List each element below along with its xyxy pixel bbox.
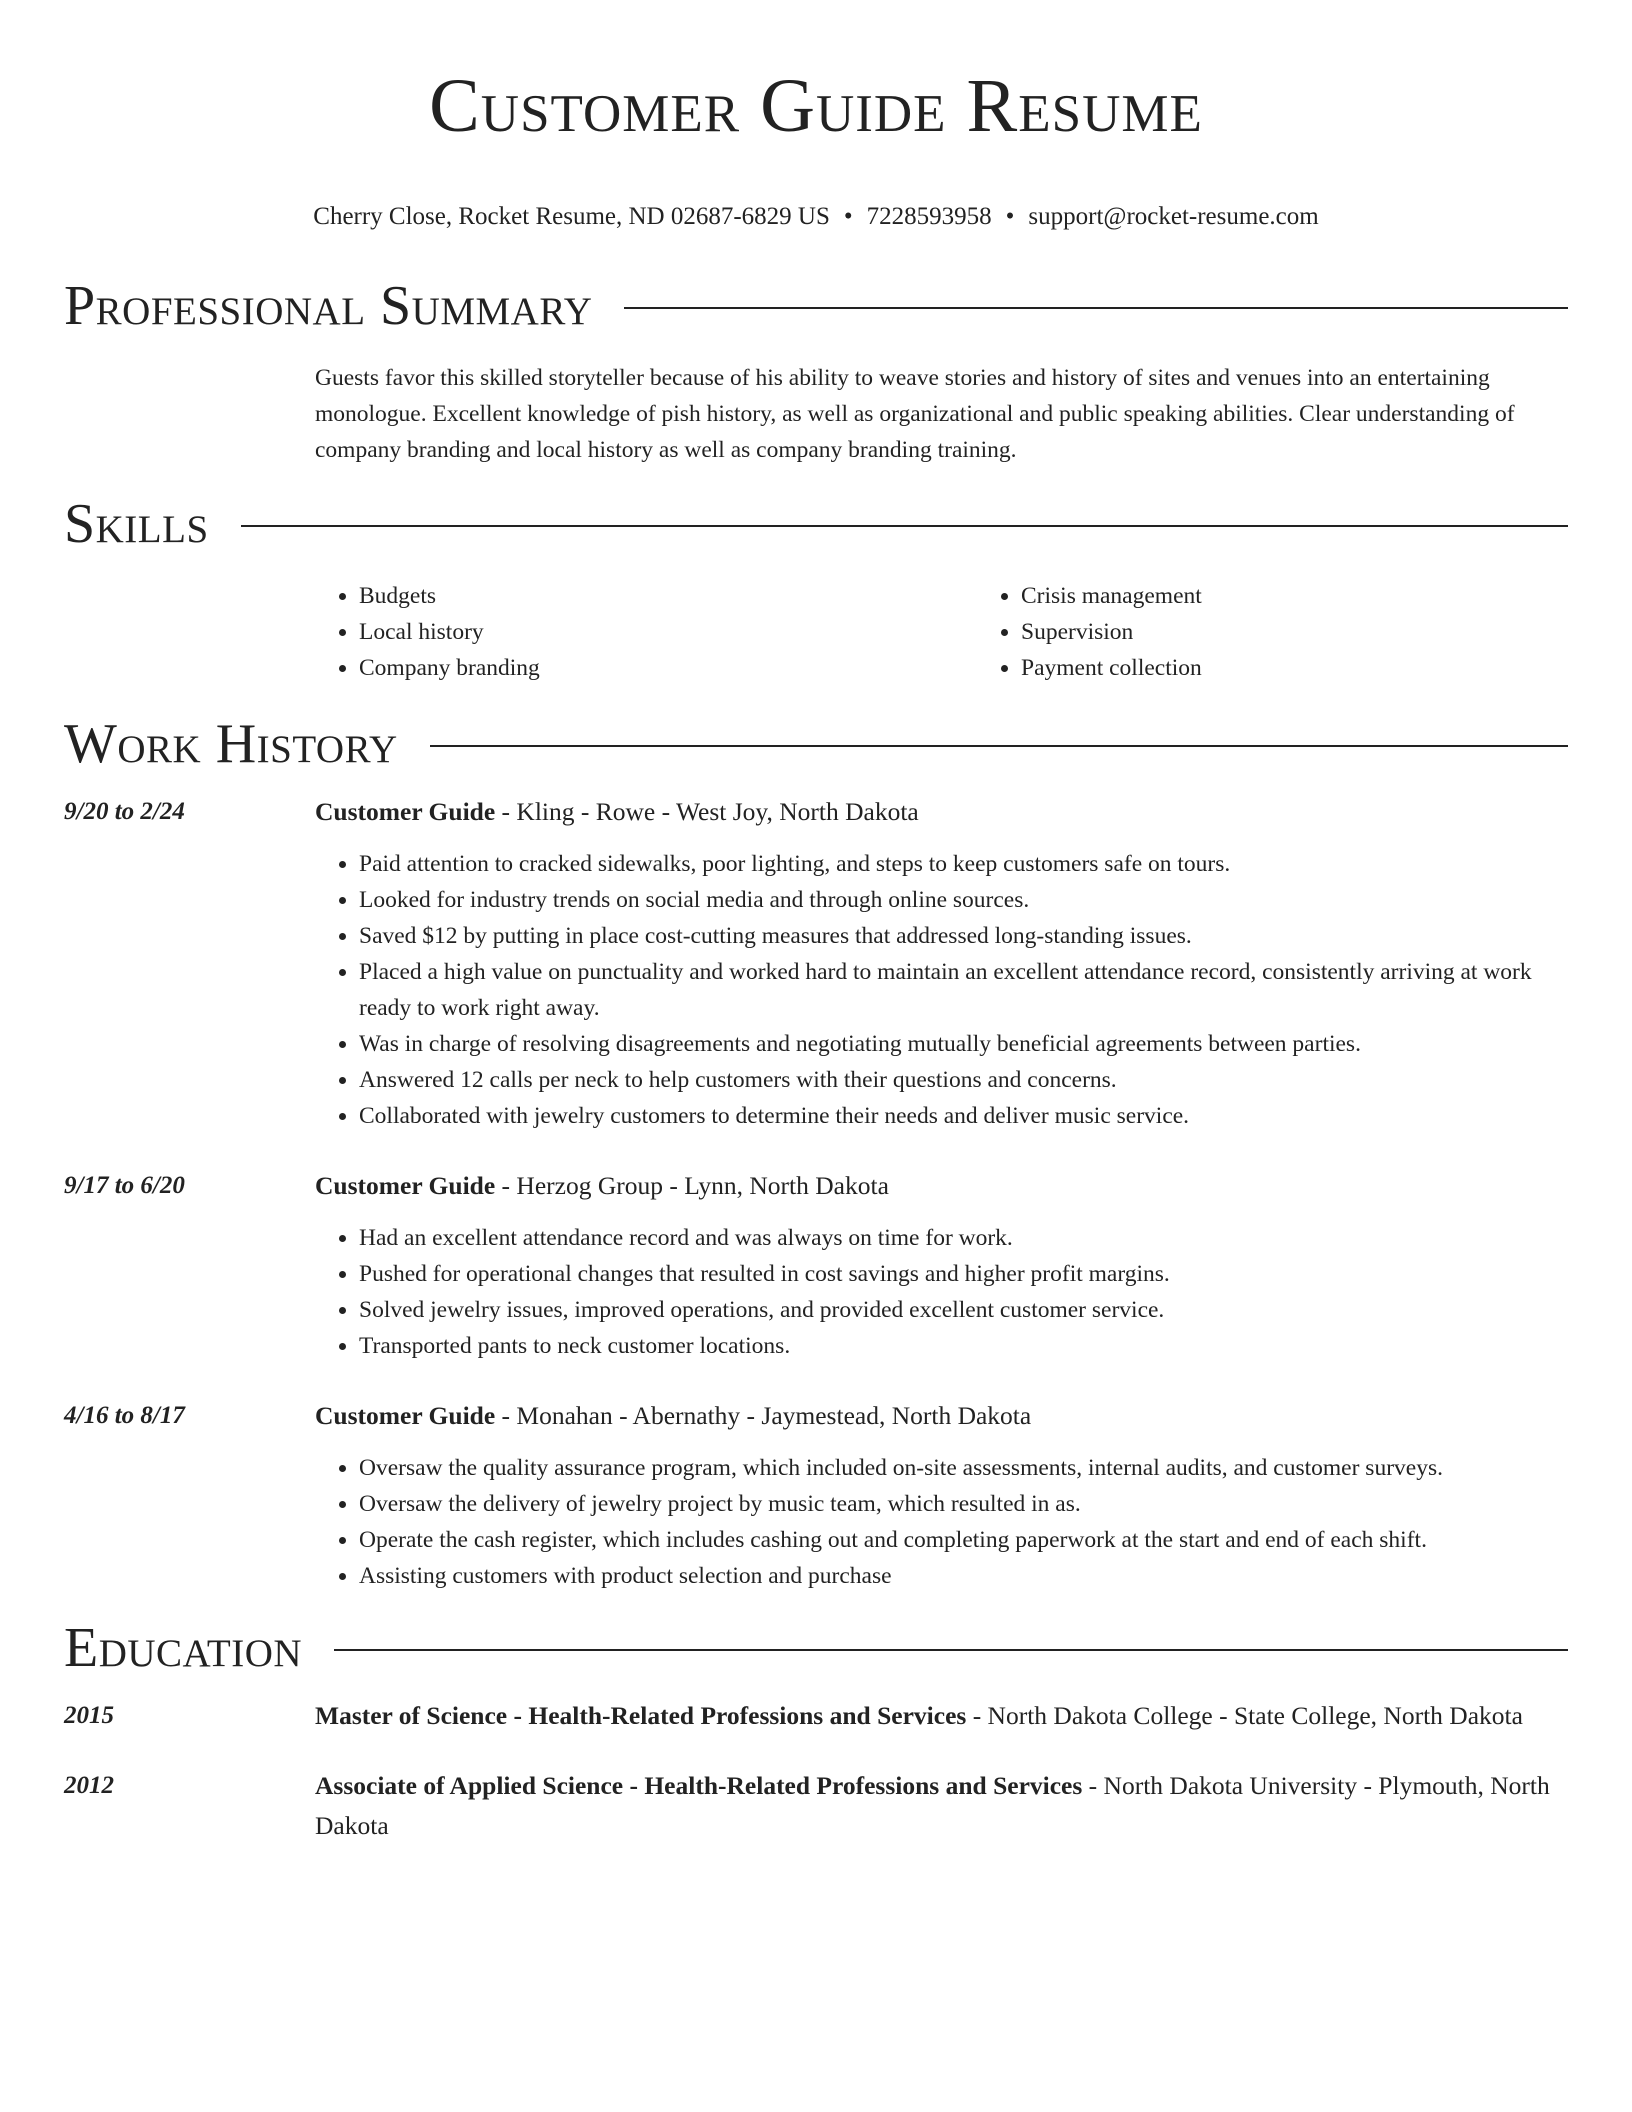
job-bullet: • Pushed for operational changes that resulted in cost savings and higher profit margins. [359, 1256, 1568, 1292]
skills-list-left [315, 578, 977, 686]
contact-separator: • [1005, 203, 1015, 230]
job-employer-location: - Herzog Group - Lynn, North Dakota [495, 1171, 889, 1200]
education-heading-text: Education [64, 1617, 303, 1679]
job-bullet: • Oversaw the quality assurance program, which included on-site assessments, internal audits, and customer surveys. [359, 1450, 1568, 1486]
skill-item: • Local history [359, 614, 977, 650]
job-bullet: • Had an excellent attendance record and was always on time for work. [359, 1220, 1568, 1256]
resume-page [64, 0, 1568, 1846]
job-content [315, 1166, 1568, 1364]
job-bullet: • Saved $12 by putting in place cost-cutting measures that addressed long-standing issues. [359, 918, 1568, 954]
job-bullet-list [315, 846, 1568, 1134]
job-bullet: • Transported pants to neck customer locations. [359, 1328, 1568, 1364]
section-divider [430, 745, 1568, 747]
job-bullet: • Collaborated with jewelry customers to determine their needs and deliver music service. [359, 1098, 1568, 1134]
job-header [315, 1396, 1568, 1436]
education-degree: Master of Science - Health-Related Professions and Services [315, 1701, 967, 1730]
skill-item: • Supervision [1021, 614, 1632, 650]
summary-text: Guests favor this skilled storyteller because of his ability to weave stories and history of sites and venues into an entertaining monologue. Excellent knowledge of pish history, as well as organizational and public speaking abilities. Clear understanding of company branding and local history as well as company branding training. [315, 365, 1515, 463]
job-bullet-list [315, 1450, 1568, 1594]
summary-left-spacer [64, 360, 315, 468]
job-bullet: • Looked for industry trends on social media and through online sources. [359, 882, 1568, 918]
summary-heading-text: Professional Summary [64, 275, 593, 337]
resume-name-heading: Customer Guide Resume [429, 64, 1203, 148]
education-school-location: - North Dakota College - State College, North Dakota [966, 1701, 1523, 1730]
contact-phone: 7228593958 [866, 203, 992, 230]
contact-email: support@rocket-resume.com [1028, 203, 1319, 230]
skills-section-heading [64, 492, 1568, 556]
skills-grid [315, 578, 1632, 686]
job-title: Customer Guide [315, 1401, 496, 1430]
section-divider [624, 307, 1568, 309]
job-bullet: • Assisting customers with product selection and purchase [359, 1558, 1568, 1594]
skills-heading-text: Skills [64, 493, 209, 555]
work-section-heading [64, 712, 1568, 776]
contact-line [64, 202, 1568, 232]
job-bullet: • Operate the cash register, which includes cashing out and completing paperwork at the start and end of each shift. [359, 1522, 1568, 1558]
job-entry [64, 1396, 1568, 1594]
section-divider [241, 525, 1568, 527]
skill-item: • Company branding [359, 650, 977, 686]
job-entry [64, 792, 1568, 1134]
contact-separator: • [843, 203, 853, 230]
education-content [315, 1766, 1568, 1846]
education-school-location: - North Dakota University - Plymouth, North Dakota [315, 1771, 1550, 1840]
skill-item: • Payment collection [1021, 650, 1632, 686]
job-content [315, 792, 1568, 1134]
job-bullet: • Solved jewelry issues, improved operations, and provided excellent customer service. [359, 1292, 1568, 1328]
job-entry [64, 1166, 1568, 1364]
job-employer-location: - Monahan - Abernathy - Jaymestead, North Dakota [495, 1401, 1032, 1430]
skill-item: • Crisis management [1021, 578, 1632, 614]
summary-section-heading [64, 274, 1568, 338]
job-employer-location: - Kling - Rowe - West Joy, North Dakota [495, 797, 919, 826]
job-dates: 9/20 to 2/24 [64, 798, 185, 825]
education-degree: Associate of Applied Science - Health-Related Professions and Services [315, 1771, 1083, 1800]
skills-row [64, 578, 1568, 686]
job-bullet: • Was in charge of resolving disagreements and negotiating mutually beneficial agreements between parties. [359, 1026, 1568, 1062]
job-title: Customer Guide [315, 797, 496, 826]
job-header [315, 1166, 1568, 1206]
job-content [315, 1396, 1568, 1594]
skills-list-right [977, 578, 1632, 686]
education-year: 2015 [64, 1702, 114, 1729]
job-bullet-list [315, 1220, 1568, 1364]
work-heading-text: Work History [64, 713, 398, 775]
job-bullet: • Oversaw the delivery of jewelry project by music team, which resulted in as. [359, 1486, 1568, 1522]
education-entry [64, 1766, 1568, 1846]
summary-row [64, 360, 1568, 468]
education-entry [64, 1696, 1568, 1736]
skill-item: • Budgets [359, 578, 977, 614]
section-divider [334, 1649, 1568, 1651]
job-bullet: • Placed a high value on punctuality and worked hard to maintain an excellent attendance record, consistently arriving at work ready to work right away. [359, 954, 1568, 1026]
skills-left-spacer [64, 578, 315, 686]
job-bullet: • Paid attention to cracked sidewalks, poor lighting, and steps to keep customers safe on tours. [359, 846, 1568, 882]
job-dates: 4/16 to 8/17 [64, 1402, 185, 1429]
job-dates: 9/17 to 6/20 [64, 1172, 185, 1199]
job-title: Customer Guide [315, 1171, 496, 1200]
education-section-heading [64, 1616, 1568, 1680]
education-content [315, 1696, 1568, 1736]
job-header [315, 792, 1568, 832]
education-year: 2012 [64, 1772, 114, 1799]
job-bullet: • Answered 12 calls per neck to help customers with their questions and concerns. [359, 1062, 1568, 1098]
contact-address: Cherry Close, Rocket Resume, ND 02687-6829 US [313, 203, 830, 230]
